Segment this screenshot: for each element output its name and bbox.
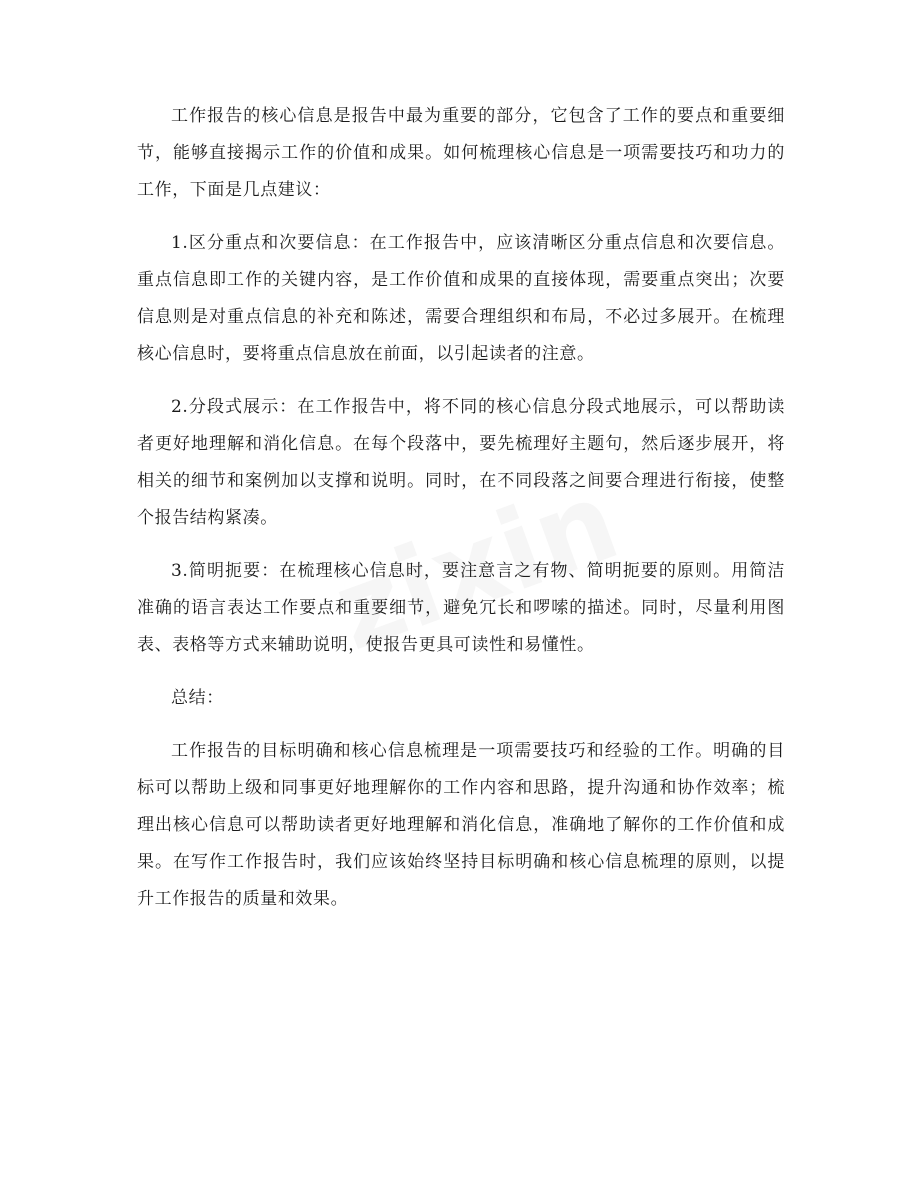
point-2-paragraph: 2.分段式展示：在工作报告中，将不同的核心信息分段式地展示，可以帮助读者更好地理解和消化信息。在每个段落中，要先梳理好主题句，然后逐步展开，将相关的细节和案例加以支撑和说明。同时，在不同段落之间要合理进行衔接，使整个报告结构紧凑。 <box>137 397 785 528</box>
intro-paragraph: 工作报告的核心信息是报告中最为重要的部分，它包含了工作的要点和重要细节，能够直接揭示工作的价值和成果。如何梳理核心信息是一项需要技巧和功力的工作，下面是几点建议： <box>137 106 785 200</box>
document-body <box>137 98 785 934</box>
summary-heading: 总结： <box>171 688 224 708</box>
point-3-paragraph: 3.简明扼要：在梳理核心信息时，要注意言之有物、简明扼要的原则。用简洁准确的语言表达工作要点和重要细节，避免冗长和啰嗦的描述。同时，尽量利用图表、表格等方式来辅助说明，使报告更具可读性和易懂性。 <box>137 561 785 655</box>
summary-paragraph: 工作报告的目标明确和核心信息梳理是一项需要技巧和经验的工作。明确的目标可以帮助上级和同事更好地理解你的工作内容和思路，提升沟通和协作效率；梳理出核心信息可以帮助读者更好地理解和消化信息，准确地了解你的工作价值和成果。在写作工作报告时，我们应该始终坚持目标明确和核心信息梳理的原则，以提升工作报告的质量和效果。 <box>137 741 785 909</box>
point-1-paragraph: 1.区分重点和次要信息：在工作报告中，应该清晰区分重点信息和次要信息。重点信息即工作的关键内容，是工作价值和成果的直接体现，需要重点突出；次要信息则是对重点信息的补充和陈述，需要合理组织和布局，不必过多展开。在梳理核心信息时，要将重点信息放在前面，以引起读者的注意。 <box>137 233 785 364</box>
